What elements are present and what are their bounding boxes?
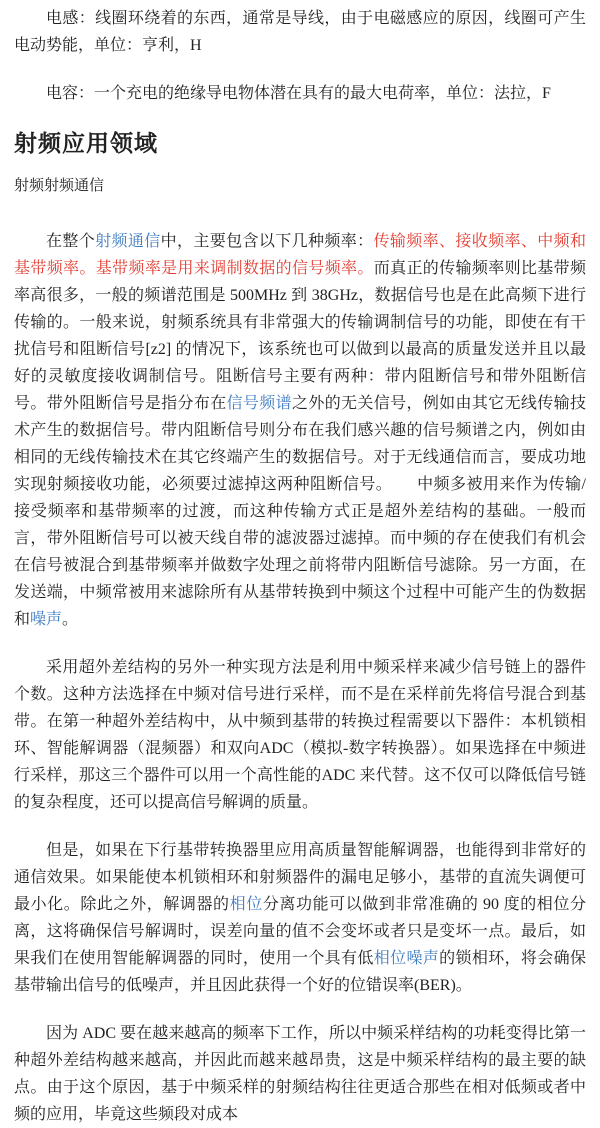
- inline-link[interactable]: 相位噪声: [373, 950, 440, 967]
- body-text: 但是，如果在下行基带转换器里应用高质量智能解调器，也能得到非常好的通信效果。如果能使本机锁相环和射频器件的漏电足够小，基带的直流失调便可最小化。除此之外，解调器的: [14, 842, 586, 913]
- body-text: 分离功能可以做到非常准确的 90 度的相位分离，这将确保信号解调时，误差向量的值不会变坏或者只是变坏一点。最后，如果我们在使用智能解调器的同时，使用一个具有低: [14, 896, 586, 967]
- para-adc-power-cost: [14, 1020, 586, 1128]
- body-text: 之外的无关信号，例如由其它无线传输技术产生的数据信号。带内阻断信号则分布在我们感兴趣的信号频谱之内，例如由相同的无线传输技术在其它终端产生的数据信号。对于无线通信而言，要成功地实现射频接收功能，必须要过滤掉这两种阻断信号。 中频多被用来作为传输/接受频率和基带频率的过渡，而这种传输方式正是超外差结构的基础。一般而言，带外阻断信号可以被天线自带的滤波器过滤掉。而中频的存在使我们有机会在信号被混合到基带频率并做数字处理之前将带内阻断信号滤除。另一方面，在发送端，中频常被用来滤除所有从基带转换到中频这个过程中可能产生的伪数据和: [14, 395, 586, 628]
- para-smart-demodulator: [14, 837, 586, 999]
- body-text: 采用超外差结构的另外一种实现方法是利用中频采样来减少信号链上的器件个数。这种方法选择在中频对信号进行采样，而不是在采样前先将信号混合到基带。在第一种超外差结构中，从中频到基带的转换过程需要以下器件：本机锁相环、智能解调器（混频器）和双向ADC（模拟-数字转换器）。如果选择在中频进行采样，那这三个器件可以用一个高性能的ADC 来代替。这不仅可以降低信号链的复杂程度，还可以提高信号解调的质量。: [14, 659, 586, 811]
- body-text: 电感：线圈环绕着的东西，通常是导线，由于电磁感应的原因，线圈可产生电动势能，单位：亨利，H: [14, 10, 586, 54]
- body-text: 的锁相环，将会确保基带输出信号的低噪声，并且因此获得一个好的位错误率(BER)。: [14, 950, 586, 994]
- inline-link[interactable]: 相位: [229, 896, 263, 913]
- inline-link[interactable]: 射频通信: [95, 233, 161, 250]
- inline-link[interactable]: 信号频谱: [226, 395, 292, 412]
- heading-rf-application-areas: 射频应用领域: [14, 131, 158, 156]
- body-text: 而真正的传输频率则比基带频率高很多，一般的频谱范围是 500MHz 到 38GHz，数据信号也是在此高频下进行传输的。一般来说，射频系统具有非常强大的传输调制信号的功能，即使在有干扰信号和阻断信号[z2] 的情况下，该系统也可以做到以最高的质量发送并且以最好的灵敏度接收调制信号。阻断信号主要有两种：带内阻断信号和带外阻断信号。带外阻断信号是指分布在: [14, 260, 586, 412]
- para-capacitance: [14, 80, 586, 107]
- body-text: 中，主要包含以下几种频率：: [160, 233, 374, 250]
- inline-link[interactable]: 噪声: [30, 611, 63, 628]
- emphasized-text: 传输频率、接收频率、中频和基带频率。基带频率是用来调制数据的信号频率。: [14, 233, 586, 277]
- body-text: 。: [62, 611, 79, 628]
- para-frequencies-overview: [14, 228, 586, 633]
- subheading-rf-communication: 射频射频通信: [14, 178, 105, 194]
- body-text: 因为 ADC 要在越来越高的频率下工作，所以中频采样结构的功耗变得比第一种超外差结构越来越高，并因此而越来越昂贵，这是中频采样结构的最主要的缺点。由于这个原因，基于中频采样的射频结构往往更适合那些在相对低频或者中频的应用，毕竟这些频段对成本: [14, 1025, 586, 1123]
- para-if-sampling-structure: [14, 654, 586, 816]
- para-inductance: [14, 5, 586, 59]
- body-text: 电容：一个充电的绝缘导电物体潜在具有的最大电荷率，单位：法拉，F: [46, 85, 551, 102]
- body-text: 在整个: [46, 233, 96, 250]
